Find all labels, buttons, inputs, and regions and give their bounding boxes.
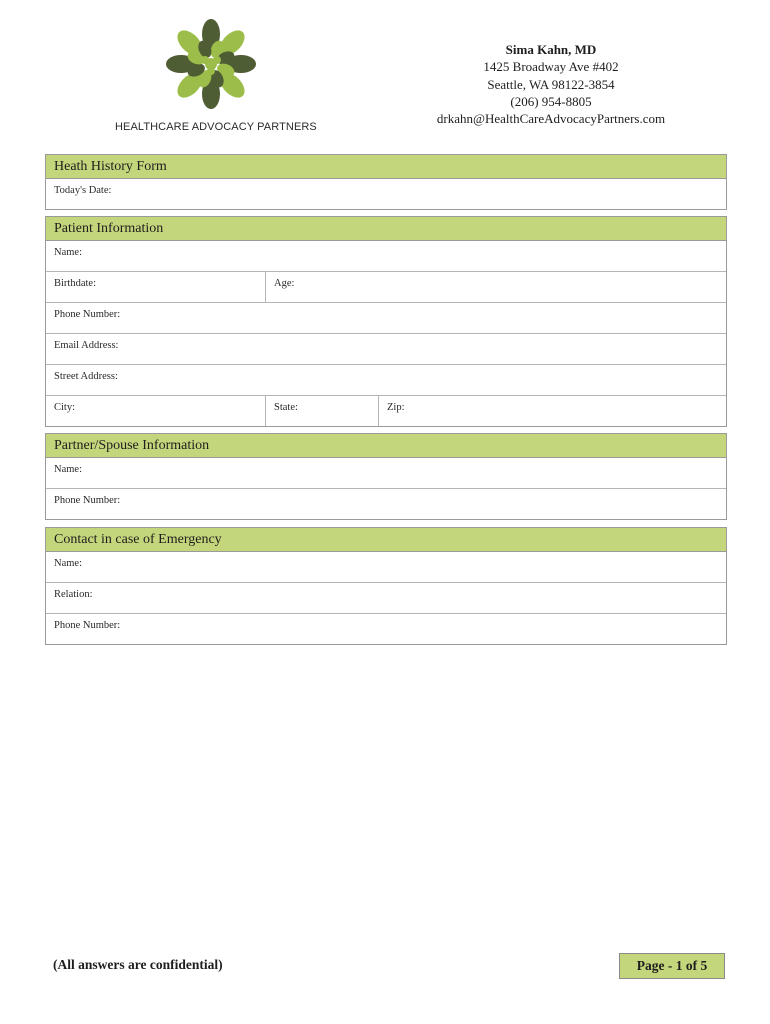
patient-phone-field[interactable]: Phone Number: <box>54 309 121 320</box>
age-field[interactable]: Age: <box>265 272 726 302</box>
contact-phone: (206) 954-8805 <box>510 93 592 109</box>
todays-date-field[interactable]: Today's Date: <box>54 185 112 196</box>
street-address-field[interactable]: Street Address: <box>54 371 118 382</box>
relation-field[interactable]: Relation: <box>54 589 93 600</box>
section-title: Contact in case of Emergency <box>46 528 726 552</box>
contact-block <box>426 41 676 127</box>
partner-name-field[interactable]: Name: <box>54 464 82 475</box>
partner-phone-field[interactable]: Phone Number: <box>54 495 121 506</box>
emergency-name-field[interactable]: Name: <box>54 558 82 569</box>
city-field[interactable]: City: <box>54 402 76 413</box>
logo <box>115 14 317 138</box>
form-row <box>46 614 726 644</box>
form-row <box>46 334 726 365</box>
history-section <box>45 154 727 210</box>
form-row <box>46 489 726 519</box>
section-title: Partner/Spouse Information <box>46 434 726 458</box>
emergency-section <box>45 527 727 645</box>
logo-text: HEALTHCARE ADVOCACY PARTNERS <box>115 121 317 133</box>
form-row <box>46 241 726 272</box>
patient-section <box>45 216 727 427</box>
form-row <box>46 272 726 303</box>
zip-field[interactable]: Zip: <box>378 396 726 426</box>
form-row <box>46 552 726 583</box>
patient-name-field[interactable]: Name: <box>54 247 82 258</box>
confidential-note: (All answers are confidential) <box>53 957 223 972</box>
partner-section <box>45 433 727 520</box>
address-line-2: Seattle, WA 98122-3854 <box>487 76 615 92</box>
birthdate-field[interactable]: Birthdate: <box>54 278 96 289</box>
flower-logo-icon <box>161 14 261 114</box>
doctor-name: Sima Kahn, MD <box>505 42 597 57</box>
form-row <box>46 396 726 426</box>
section-title: Heath History Form <box>46 155 726 179</box>
section-title: Patient Information <box>46 217 726 241</box>
form-row <box>46 179 726 209</box>
emergency-phone-field[interactable]: Phone Number: <box>54 620 121 631</box>
form-row <box>46 458 726 489</box>
form-row <box>46 583 726 614</box>
form-row <box>46 365 726 396</box>
address-line-1: 1425 Broadway Ave #402 <box>483 59 619 75</box>
form-row <box>46 303 726 334</box>
state-field[interactable]: State: <box>265 396 378 426</box>
email-field[interactable]: Email Address: <box>54 340 119 351</box>
page-indicator: Page - 1 of 5 <box>619 953 725 979</box>
contact-email: drkahn@HealthCareAdvocacyPartners.com <box>436 111 666 127</box>
